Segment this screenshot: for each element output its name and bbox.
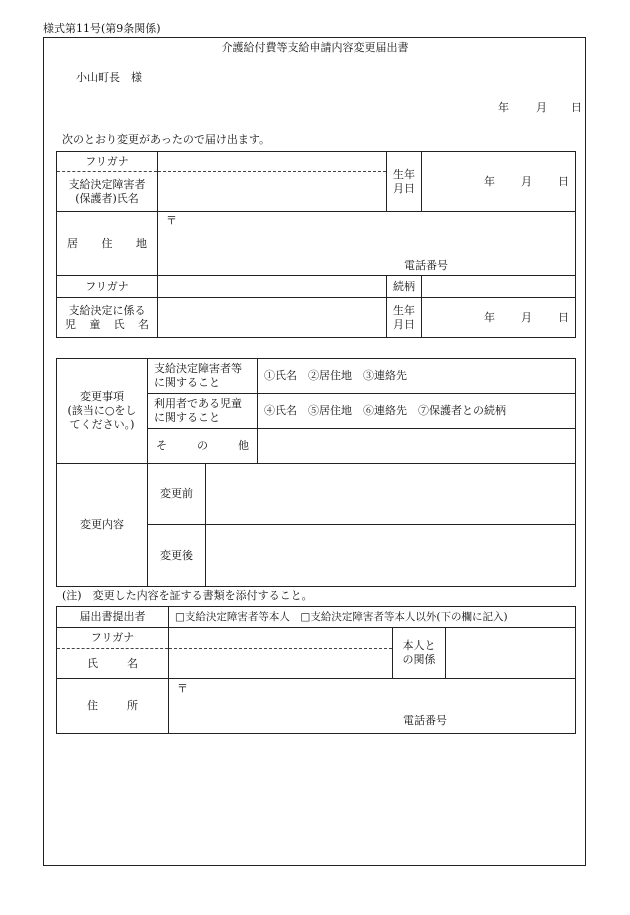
submitter-address-label: 住 所: [57, 679, 169, 734]
submitter-name-label: 氏 名: [57, 649, 169, 679]
attachment-note: (注) 変更した内容を証する書類を添付すること。: [62, 589, 313, 602]
submitter-table: [56, 606, 576, 734]
submitter-options: [169, 607, 576, 628]
change-items-label: 変更事項 (該当に○をし てください。): [57, 359, 148, 464]
submitter-postal-mark: 〒: [177, 682, 188, 695]
change-content-label: 変更内容: [57, 464, 148, 587]
change-before-field[interactable]: [206, 464, 576, 525]
addressee: 小山町長 様: [76, 71, 142, 84]
relation-field[interactable]: [422, 276, 576, 298]
form-title: 介護給付費等支給申請内容変更届出書: [221, 41, 409, 54]
change-category-other: そ の 他: [148, 429, 258, 464]
submitter-relation-field[interactable]: [446, 628, 576, 679]
phone-label: 電話番号: [404, 259, 448, 272]
submitter-name-field[interactable]: [169, 649, 393, 679]
submitter-furigana-field[interactable]: [169, 628, 393, 649]
child-name-label: 支給決定に係る 児 童 氏 名: [57, 298, 158, 338]
residence-field[interactable]: [158, 212, 576, 276]
date-month-label: 月: [536, 101, 547, 114]
change-after-label: 変更後: [148, 525, 206, 587]
child-furigana-label: フリガナ: [57, 276, 158, 298]
applicant-name-label: 支給決定障害者 (保護者)氏名: [57, 172, 158, 212]
submitter-address-field[interactable]: [169, 679, 576, 734]
submitter-furigana-label: フリガナ: [57, 628, 169, 649]
form-number: 様式第11号(第9条関係): [43, 22, 161, 35]
change-category-child: 利用者である児童 に関すること: [148, 394, 258, 429]
change-options-applicant[interactable]: ①氏名 ②居住地 ③連絡先: [258, 359, 576, 394]
change-after-field[interactable]: [206, 525, 576, 587]
child-furigana-field[interactable]: [158, 276, 387, 298]
submitter-label: 届出書提出者: [57, 607, 169, 628]
change-options-child[interactable]: ④氏名 ⑤居住地 ⑥連絡先 ⑦保護者との続柄: [258, 394, 576, 429]
change-other-field[interactable]: [258, 429, 576, 464]
intro-text: 次のとおり変更があったので届け出ます。: [62, 133, 271, 146]
child-birth-field[interactable]: 年 月 日: [422, 298, 576, 338]
child-birth-label: 生年 月日: [387, 298, 422, 338]
residence-label: 居 住 地: [57, 212, 158, 276]
postal-mark: 〒: [166, 214, 177, 227]
birth-label: 生年 月日: [387, 152, 422, 212]
date-day-label: 日: [571, 101, 582, 114]
applicant-table: [56, 151, 576, 338]
child-name-field[interactable]: [158, 298, 387, 338]
submitter-option-other[interactable]: □支給決定障害者等本人以外(下の欄に記入): [300, 611, 508, 624]
relation-label: 続柄: [387, 276, 422, 298]
applicant-name-field[interactable]: [158, 172, 387, 212]
date-year-label: 年: [498, 101, 509, 114]
applicant-furigana-label: フリガナ: [57, 152, 158, 172]
submitter-option-self[interactable]: □支給決定障害者等本人: [175, 611, 290, 624]
change-category-applicant: 支給決定障害者等 に関すること: [148, 359, 258, 394]
submitter-relation-label: 本人と の関係: [393, 628, 446, 679]
birth-date-field[interactable]: 年 月 日: [422, 152, 576, 212]
submitter-phone-label: 電話番号: [403, 714, 447, 727]
change-before-label: 変更前: [148, 464, 206, 525]
applicant-furigana-field[interactable]: [158, 152, 387, 172]
changes-table: [56, 358, 576, 587]
